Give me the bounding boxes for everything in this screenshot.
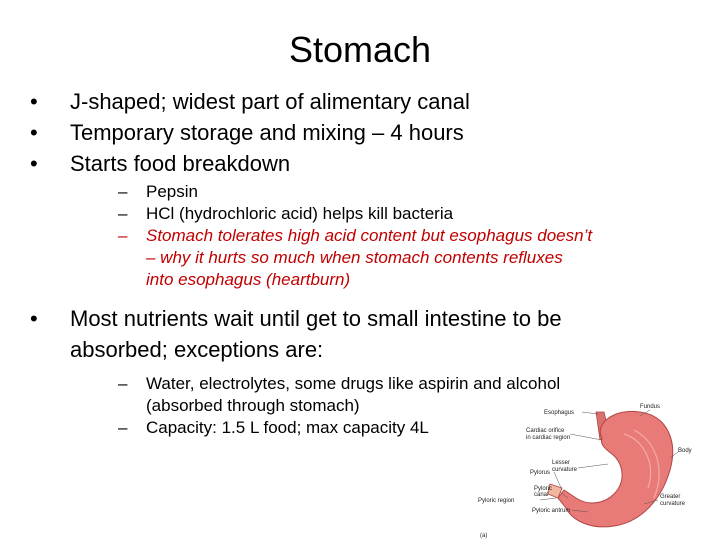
dash-marker: –: [118, 182, 128, 201]
bullet-list: [26, 86, 706, 439]
sub-bullet-item-highlight: [70, 225, 706, 291]
sub-bullet-line: Stomach tolerates high acid content but esophagus doesn’t: [146, 226, 593, 245]
bullet-marker: •: [30, 120, 38, 145]
sub-bullet-text: HCl (hydrochloric acid) helps kill bacteria: [146, 204, 454, 223]
dash-marker: –: [118, 374, 128, 393]
bullet-marker: •: [30, 306, 38, 331]
sub-bullet-text: Pepsin: [146, 182, 198, 201]
bullet-line: Most nutrients wait until get to small intestine to be: [70, 306, 562, 331]
sub-bullet-item: [70, 203, 706, 225]
sub-bullet-item: [70, 181, 706, 203]
sub-bullet-text: Capacity: 1.5 L food; max capacity 4L: [146, 418, 429, 437]
label-pyloric-antrum: Pyloric antrum: [532, 508, 571, 514]
sub-bullet-list: [70, 181, 706, 291]
dash-marker: –: [118, 226, 128, 245]
bullet-item: [26, 86, 706, 117]
bullet-marker: •: [30, 151, 38, 176]
label-cardiac-2: in cardiac region: [526, 435, 571, 441]
label-greater-1: Greater: [660, 494, 681, 500]
label-pyloric-canal-2: canal: [534, 492, 549, 498]
label-fundus: Fundus: [640, 404, 661, 410]
label-pylorus: Pylorus: [530, 470, 551, 476]
sub-bullet-line: into esophagus (heartburn): [146, 270, 351, 289]
bullet-text: Temporary storage and mixing – 4 hours: [70, 120, 464, 145]
label-esophagus: Esophagus: [544, 410, 575, 416]
sub-bullet-line: Water, electrolytes, some drugs like aspirin and alcohol: [146, 374, 561, 393]
label-cardiac-1: Cardiac orifice: [526, 428, 565, 434]
bullet-item: [26, 148, 706, 291]
slide-title: Stomach: [288, 29, 432, 70]
dash-marker: –: [118, 418, 128, 437]
bullet-marker: •: [30, 89, 38, 114]
sub-bullet-line: (absorbed through stomach): [146, 396, 360, 415]
label-pyloric-region: Pyloric region: [478, 498, 515, 504]
label-lesser-2: curvature: [552, 467, 578, 473]
bullet-text: J-shaped; widest part of alimentary canal: [70, 89, 470, 114]
label-panel: (a): [480, 533, 488, 539]
bullet-item: [26, 117, 706, 148]
stomach-diagram: [464, 394, 704, 540]
bullet-line: absorbed; exceptions are:: [70, 337, 324, 362]
label-greater-2: curvature: [660, 501, 686, 507]
bullet-text: Starts food breakdown: [70, 151, 291, 176]
label-pyloric-canal-1: Pyloric: [534, 486, 553, 492]
sub-bullet-line: – why it hurts so much when stomach contents refluxes: [146, 248, 563, 267]
label-lesser-1: Lesser: [552, 460, 571, 466]
label-body: Body: [678, 448, 692, 454]
spacer: [26, 291, 706, 303]
dash-marker: –: [118, 204, 128, 223]
